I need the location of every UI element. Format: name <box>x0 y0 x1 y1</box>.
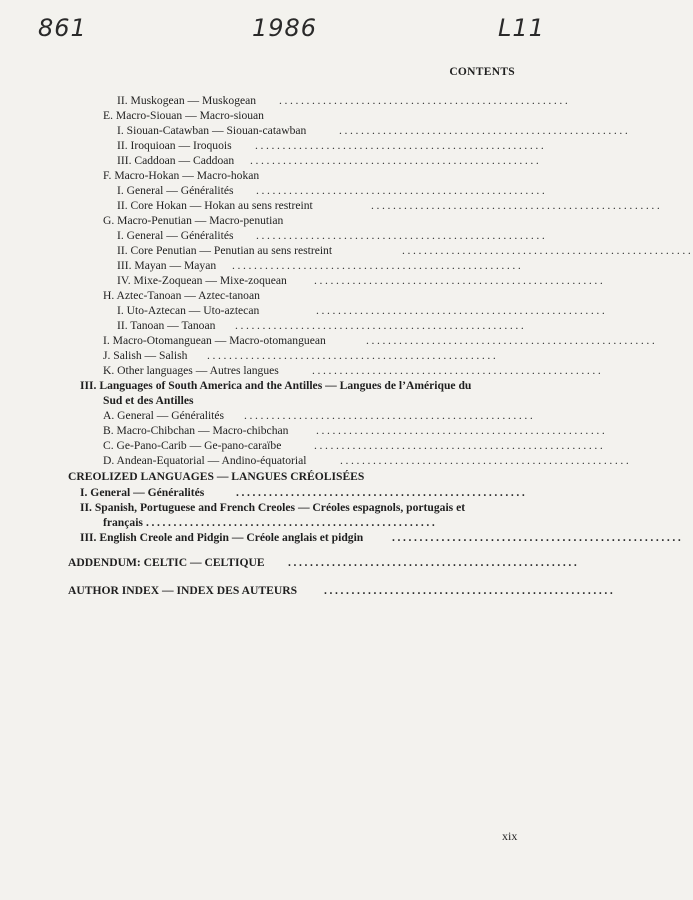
page-folio: xix <box>502 829 518 843</box>
toc-label: ADDENDUM: CELTIC — CELTIQUE <box>68 556 265 569</box>
handwritten-note-right: L11 <box>498 14 545 42</box>
dot-leader: ..................................................... <box>288 556 580 569</box>
dot-leader: ..................................................... <box>255 139 547 152</box>
dot-leader: ..................................................... <box>279 94 571 107</box>
dot-leader: ..................................................... <box>312 364 604 377</box>
dot-leader: ..................................................... <box>236 486 528 499</box>
running-head: CONTENTS <box>449 66 515 78</box>
dot-leader: ..................................................... <box>235 319 527 332</box>
toc-label: II. Tanoan — Tanoan <box>117 319 216 332</box>
toc-label: IV. Mixe-Zoquean — Mixe-zoquean <box>117 274 287 287</box>
dot-leader: ..................................................... <box>207 349 499 362</box>
handwritten-note-left: 861 <box>38 14 87 42</box>
dot-leader: ..................................................... <box>392 531 684 544</box>
toc-label: F. Macro-Hokan — Macro-hokan <box>103 169 260 182</box>
toc-label: G. Macro-Penutian — Macro-penutian <box>103 214 284 227</box>
toc-label: III. Caddoan — Caddoan <box>117 154 235 167</box>
toc-label: II. Spanish, Portuguese and French Creoles — Créoles espagnols, portugais et <box>80 501 466 514</box>
toc-label: III. Mayan — Mayan <box>117 259 217 272</box>
dot-leader: ..................................................... <box>250 154 542 167</box>
toc-label: français <box>103 516 143 529</box>
toc-label: I. Uto-Aztecan — Uto-aztecan <box>117 304 260 317</box>
dot-leader: ..................................................... <box>244 409 536 422</box>
toc-label: H. Aztec-Tanoan — Aztec-tanoan <box>103 289 260 302</box>
dot-leader: ..................................................... <box>339 124 631 137</box>
toc-label: II. Core Hokan — Hokan au sens restreint <box>117 199 313 212</box>
dot-leader: ..................................................... <box>340 454 632 467</box>
dot-leader: ..................................................... <box>256 184 548 197</box>
dot-leader: ..................................................... <box>314 439 606 452</box>
dot-leader: ..................................................... <box>146 516 438 529</box>
toc-label: E. Macro-Siouan — Macro-siouan <box>103 109 264 122</box>
dot-leader: ..................................................... <box>366 334 658 347</box>
toc-label: III. English Creole and Pidgin — Créole anglais et pidgin <box>80 531 364 544</box>
dot-leader: ..................................................... <box>256 229 548 242</box>
toc-label: D. Andean-Equatorial — Andino-équatorial <box>103 454 307 467</box>
toc-label: C. Ge-Pano-Carib — Ge-pano-caraïbe <box>103 439 282 452</box>
toc-label: I. Siouan-Catawban — Siouan-catawban <box>117 124 307 137</box>
dot-leader: ..................................................... <box>316 424 608 437</box>
toc-label: I. General — Généralités <box>80 486 205 499</box>
toc-label: I. General — Généralités <box>117 184 234 197</box>
handwritten-note-center: 1986 <box>252 14 318 42</box>
toc-label: J. Salish — Salish <box>103 349 188 362</box>
toc-label: A. General — Généralités <box>103 409 225 422</box>
dot-leader: ..................................................... <box>324 584 616 597</box>
dot-leader: ..................................................... <box>316 304 608 317</box>
toc-label: CREOLIZED LANGUAGES — LANGUES CRÉOLISÉES <box>68 470 365 483</box>
toc-label: II. Iroquioan — Iroquois <box>117 139 232 152</box>
toc-label: III. Languages of South America and the Antilles — Langues de l’Amérique du <box>80 379 472 392</box>
dot-leader: ..................................................... <box>232 259 524 272</box>
dot-leader: ..................................................... <box>402 244 693 257</box>
toc-label: I. General — Généralités <box>117 229 234 242</box>
toc-label: I. Macro-Otomanguean — Macro-otomanguean <box>103 334 326 347</box>
dot-leader: ..................................................... <box>314 274 606 287</box>
toc-label: K. Other languages — Autres langues <box>103 364 279 377</box>
toc-label: AUTHOR INDEX — INDEX DES AUTEURS <box>68 584 298 597</box>
toc-label: II. Core Penutian — Penutian au sens restreint <box>117 244 333 257</box>
toc-label: B. Macro-Chibchan — Macro-chibchan <box>103 424 289 437</box>
toc-label: Sud et des Antilles <box>103 394 194 407</box>
toc-label: II. Muskogean — Muskogean <box>117 94 257 107</box>
dot-leader: ..................................................... <box>371 199 663 212</box>
